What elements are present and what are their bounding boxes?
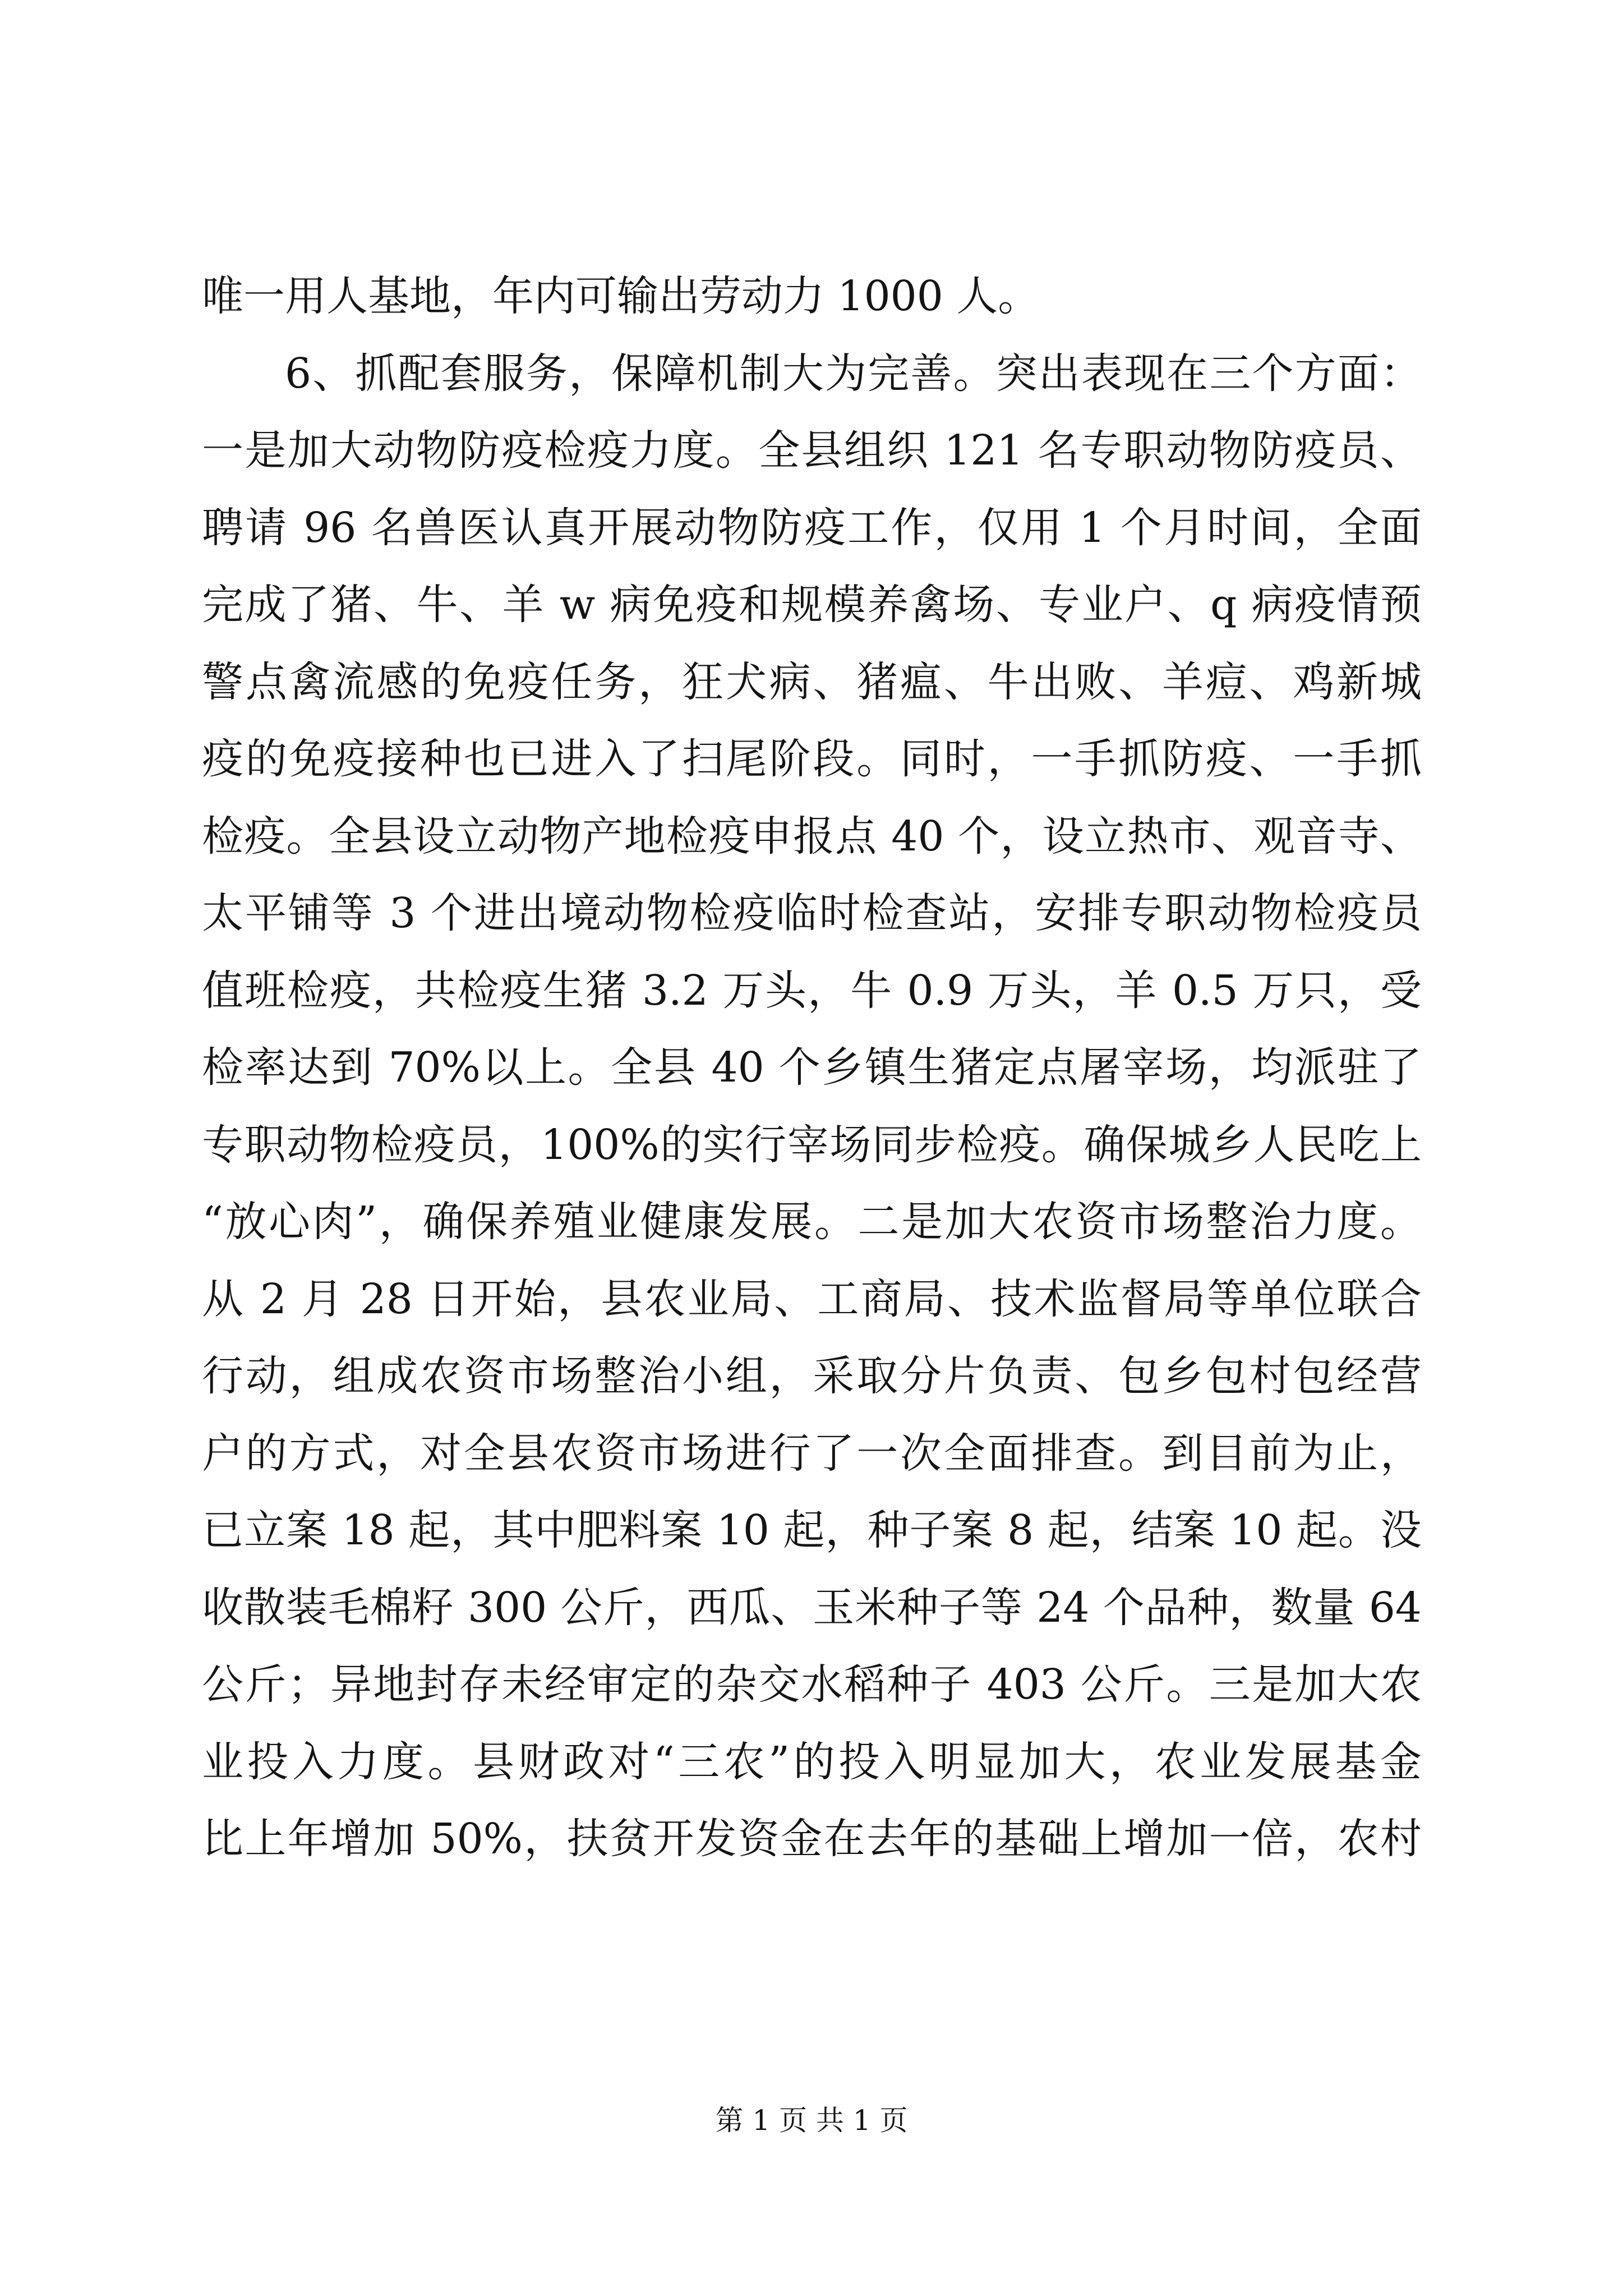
text-line: “放心肉”，确保养殖业健康发展。二是加大农资市场整治力度。 [202, 1198, 1422, 1246]
text-line: 一是加大动物防疫检疫力度。全县组织 121 名专职动物防疫员、 [202, 426, 1422, 475]
text-line: 检疫。全县设立动物产地检疫申报点 40 个，设立热市、观音寺、 [202, 812, 1422, 861]
paragraph-heading-line: 6、抓配套服务，保障机制大为完善。突出表现在三个方面： [285, 349, 1422, 398]
text-line: 已立案 18 起，其中肥料案 10 起，种子案 8 起，结案 10 起。没 [202, 1506, 1422, 1554]
text-line: 太平铺等 3 个进出境动物检疫临时检查站，安排专职动物检疫员 [202, 889, 1422, 937]
text-line: 警点禽流感的免疫任务，狂犬病、猪瘟、牛出败、羊痘、鸡新城 [202, 657, 1422, 706]
text-line: 收散装毛棉籽 300 公斤，西瓜、玉米种子等 24 个品种，数量 64 [202, 1583, 1422, 1632]
text-line: 业投入力度。县财政对“三农”的投入明显加大，农业发展基金 [202, 1737, 1422, 1786]
text-line: 唯一用人基地，年内可输出劳动力 1000 人。 [202, 272, 1040, 320]
text-line: 值班检疫，共检疫生猪 3.2 万头，牛 0.9 万头，羊 0.5 万只，受 [202, 966, 1422, 1015]
text-line: 比上年增加 50%，扶贫开发资金在去年的基础上增加一倍，农村 [202, 1815, 1422, 1863]
page-footer [0, 2098, 1623, 2138]
text-line: 行动，组成农资市场整治小组，采取分片负责、包乡包村包经营 [202, 1352, 1422, 1400]
text-line: 公斤；异地封存未经审定的杂交水稻种子 403 公斤。三是加大农 [202, 1660, 1422, 1709]
text-line: 专职动物检疫员，100%的实行宰场同步检疫。确保城乡人民吃上 [202, 1120, 1422, 1169]
text-line: 完成了猪、牛、羊 w 病免疫和规模养禽场、专业户、q 病疫情预 [202, 581, 1422, 629]
page-number-label: 第 1 页 共 1 页 [715, 2104, 908, 2137]
text-line: 户的方式，对全县农资市场进行了一次全面排查。到目前为止， [202, 1429, 1422, 1478]
text-line: 疫的免疫接种也已进入了扫尾阶段。同时，一手抓防疫、一手抓 [202, 735, 1422, 783]
text-line: 从 2 月 28 日开始，县农业局、工商局、技术监督局等单位联合 [202, 1274, 1422, 1323]
text-line: 聘请 96 名兽医认真开展动物防疫工作，仅用 1 个月时间，全面 [202, 503, 1422, 552]
text-line: 检率达到 70%以上。全县 40 个乡镇生猪定点屠宰场，均派驻了 [202, 1043, 1422, 1092]
body-text [202, 258, 1422, 1878]
